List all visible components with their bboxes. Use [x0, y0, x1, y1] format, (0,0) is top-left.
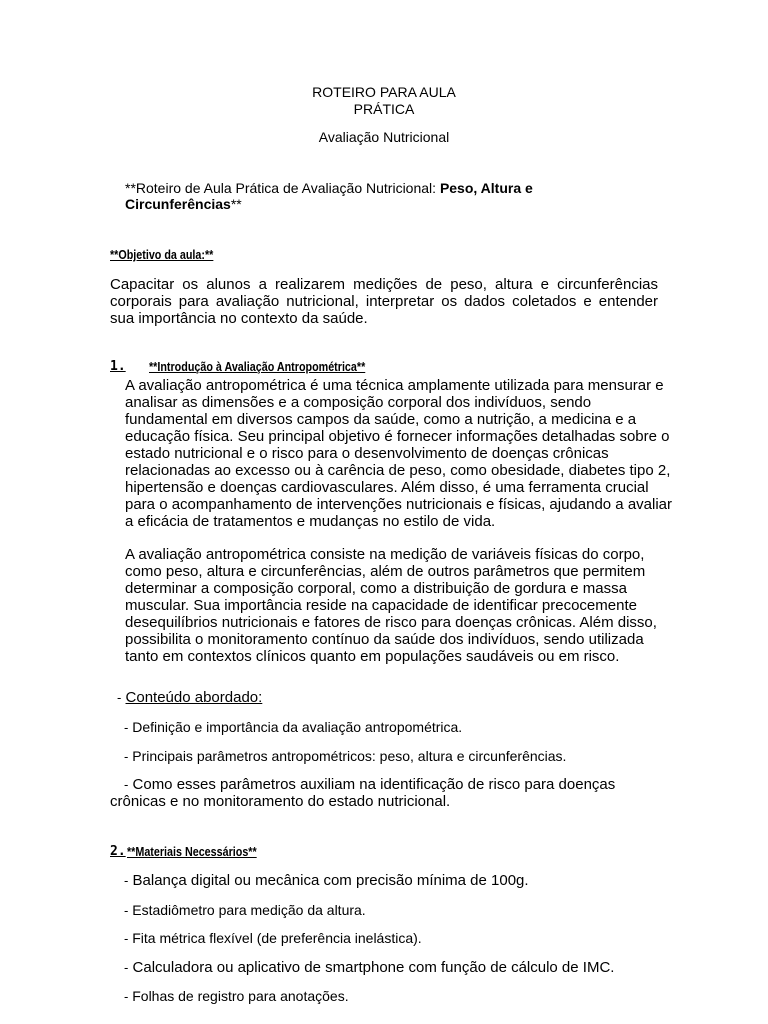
content-item-3: [124, 776, 615, 793]
objective-heading: **Objetivo da aula:**: [110, 248, 214, 262]
dash-marker: -: [124, 749, 129, 764]
content-item-3-cont: crônicas e no monitoramento do estado nutricional.: [110, 793, 451, 810]
dash-marker: -: [124, 903, 129, 918]
section1-paragraph-2: A avaliação antropométrica consiste na medição de variáveis físicas do corpo, como peso, altura e circunferências, além de outros parâmetros que permitem determinar a composição corporal, como a distribuição de gordura e massa muscular. Sua importância reside na capacidade de identificar precocemente desequilíbrios nutricionais e fatores de risco para doenças crônicas. Além disso, possibilita o monitoramento contínuo da saúde dos indivíduos, sendo utilizada tanto em contextos clínicos quanto em populações saudáveis ou em risco.: [125, 546, 657, 665]
dash-marker: -: [124, 989, 129, 1004]
materials-item-text: Folhas de registro para anotações.: [132, 988, 349, 1004]
subtitle: Avaliação Nutricional: [318, 129, 450, 145]
content-item-text: Definição e importância da avaliação antropométrica.: [132, 719, 463, 735]
dash-marker: -: [124, 777, 129, 792]
materials-item-2: [124, 902, 366, 919]
content-item-1: [124, 719, 462, 736]
section1-paragraph-1: A avaliação antropométrica é uma técnica amplamente utilizada para mensurar e analisar as dimensões e a composição corporal dos indivíduos, sendo fundamental em diversos campos da saúde, como a nutrição, a medicina e a educação física. Seu principal objetivo é fornecer informações detalhadas sobre o estado nutricional e o risco para o desenvolvimento de doenças crônicas relacionadas ao excesso ou à carência de peso, como obesidade, diabetes tipo 2, hipertensão e doenças cardiovasculares. Além disso, é uma ferramenta crucial para o acompanhamento de intervenções nutricionais e físicas, ajudando a avaliar a eficácia de tratamentos e mudanças no estilo de vida.: [125, 377, 673, 530]
content-covered-label: [117, 689, 262, 706]
content-item-2: [124, 748, 566, 765]
intro-prefix: **Roteiro de Aula Prática de Avaliação Nutricional:: [125, 180, 440, 196]
content-item-text: Como esses parâmetros auxiliam na identificação de risco para doenças: [132, 776, 616, 793]
dash-marker: -: [124, 931, 129, 946]
content-item-text: Principais parâmetros antropométricos: peso, altura e circunferências.: [132, 748, 567, 764]
title-line-1: ROTEIRO PARA AULA: [312, 84, 456, 100]
dash-marker: -: [124, 873, 129, 888]
materials-item-text: Balança digital ou mecânica com precisão mínima de 100g.: [132, 872, 529, 889]
dash-marker: -: [124, 720, 129, 735]
intro-line: [125, 180, 685, 197]
dash-marker: -: [117, 690, 122, 705]
intro-line-2: [125, 196, 242, 213]
section2-heading: **Materiais Necessários**: [127, 845, 257, 859]
materials-item-1: [124, 872, 529, 889]
section1-number: 1.: [110, 359, 126, 374]
materials-item-3: [124, 930, 422, 947]
materials-item-4: [124, 959, 614, 976]
section2-number: 2.: [110, 844, 126, 859]
intro-suffix: **: [230, 196, 242, 212]
section1-heading: **Introdução à Avaliação Antropométrica**: [149, 360, 366, 374]
materials-item-5: [124, 988, 349, 1005]
intro-bold-part2: Circunferências: [125, 196, 231, 212]
materials-item-text: Estadiômetro para medição da altura.: [132, 902, 366, 918]
materials-item-text: Calculadora ou aplicativo de smartphone com função de cálculo de IMC.: [132, 959, 615, 976]
content-covered-text: Conteúdo abordado:: [125, 689, 263, 706]
materials-item-text: Fita métrica flexível (de preferência inelástica).: [132, 930, 422, 946]
objective-text: Capacitar os alunos a realizarem medições de peso, altura e circunferências corporais para avaliação nutricional, interpretar os dados coletados e entender sua importância no contexto da saúde.: [110, 276, 658, 327]
title-line-2: PRÁTICA: [353, 101, 415, 117]
intro-bold-part1: Peso, Altura e: [439, 180, 533, 196]
dash-marker: -: [124, 960, 129, 975]
